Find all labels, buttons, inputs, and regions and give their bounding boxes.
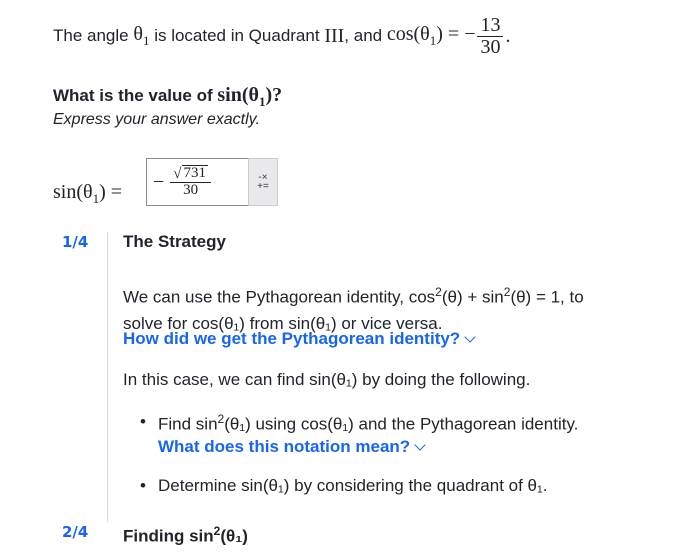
step-title-strategy: The Strategy: [123, 232, 226, 251]
question-prompt: What is the value of $\sin(\theta_1)$?: [53, 84, 283, 109]
notation-link[interactable]: What does this notation mean?: [158, 437, 424, 457]
radicand: 731: [183, 164, 207, 181]
bullet-find-sin: Find $\sin^2(\theta_1)$ using cos(θ₁) and the Pythagorean identity.: [158, 412, 579, 434]
theta-symbol: $\theta_1$: [133, 23, 150, 48]
bullet-dot: •: [140, 476, 146, 495]
answer-instruction: Express your answer exactly.: [53, 111, 260, 128]
step-number-2: 2/4: [62, 523, 89, 541]
answer-input[interactable]: [146, 158, 249, 206]
question-middle: is located in Quadrant: [154, 26, 320, 45]
pythagorean-identity-link[interactable]: How did we get the Pythagorean identity?: [123, 329, 474, 349]
chevron-down-icon: [415, 439, 426, 450]
sqrt-expression: √ 731: [173, 164, 207, 182]
step-title-finding-sin: Finding $\sin^2(\theta_1)$: [123, 524, 248, 546]
cos-denominator: 30: [480, 35, 501, 58]
cos-expression: $\cos(\theta_1)$ = −: [386, 23, 476, 48]
question-statement: The angle $\theta_1$ is located in Quadrant III , and $\cos(\theta_1)$ = − $\frac{13}{30}$ .: [53, 13, 511, 58]
strategy-paragraph: We can use the Pythagorean identity, $\cos^2(\theta) + \sin^2(\theta) = 1$, to solve for cos(θ₁) from sin(θ₁) or vice versa.: [123, 285, 584, 333]
step-divider: [107, 232, 108, 522]
chevron-down-icon: [465, 331, 476, 342]
bullet-dot: •: [140, 412, 146, 431]
cos-fraction: [477, 15, 503, 58]
step-number-1: 1/4: [62, 233, 89, 251]
bullet-determine-sin: Determine sin(θ₁) by considering the quadrant of θ₁.: [158, 476, 548, 495]
answer-denominator: 30: [183, 182, 199, 199]
case-paragraph: In this case, we can find sin(θ₁) by doing the following.: [123, 370, 531, 389]
answer-label: $\sin(\theta_1)$ =: [53, 181, 123, 206]
negative-sign: −: [153, 170, 165, 193]
math-keypad-icon[interactable]: -× +=: [248, 158, 278, 206]
question-prefix: The angle: [53, 26, 129, 45]
quadrant-label: III: [324, 24, 345, 47]
cos-numerator: 13: [477, 15, 503, 37]
answer-fraction: [170, 165, 211, 199]
